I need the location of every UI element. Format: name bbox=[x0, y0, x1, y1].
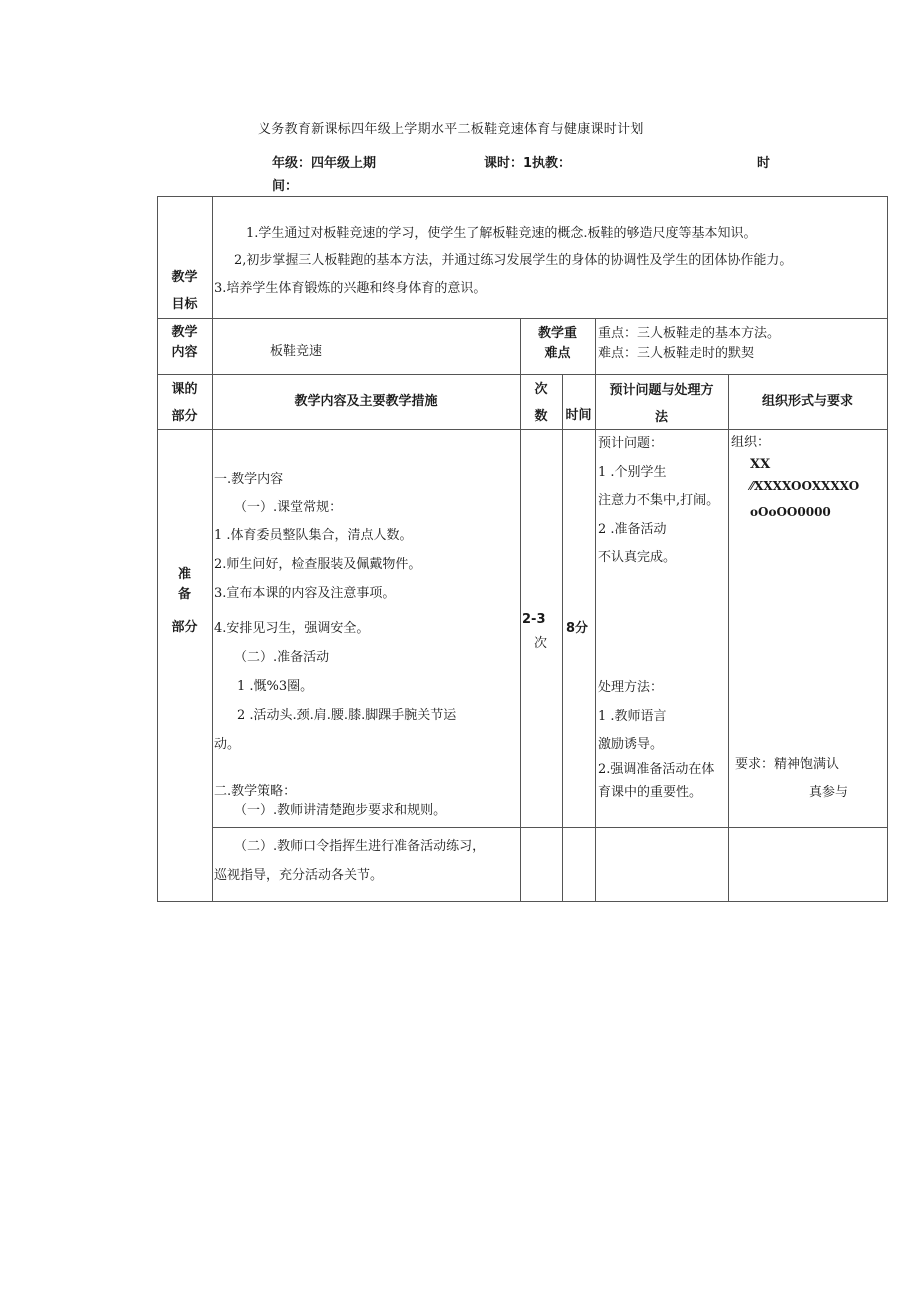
prep-line: （二）.准备活动 bbox=[234, 650, 330, 665]
prep-part: 部分 bbox=[171, 620, 198, 635]
continued-line: 巡视指导，充分活动各关节。 bbox=[214, 868, 384, 883]
prep-line: 二.教学策略： bbox=[214, 784, 297, 799]
prep-line: 动。 bbox=[214, 737, 241, 752]
header-measures: 教学内容及主要教学措施 bbox=[294, 394, 438, 409]
header-part: 课的 bbox=[171, 382, 198, 397]
problem-line: 不认真完成。 bbox=[598, 550, 677, 565]
header-duration: 时间 bbox=[565, 408, 592, 423]
org-line: XX bbox=[750, 457, 771, 472]
problem-line: 2.强调准备活动在体 bbox=[598, 762, 715, 777]
problem-line: 1 .教师语言 bbox=[598, 709, 667, 724]
header-problems: 预计问题与处理方 bbox=[609, 383, 714, 398]
org-requirement: 要求：精神饱满认 bbox=[735, 757, 840, 772]
period-label: 课时：1执教： bbox=[484, 156, 572, 171]
problem-line: 育课中的重要性。 bbox=[598, 785, 703, 800]
objectives-label: 教学 bbox=[171, 270, 198, 285]
header-times: 次 bbox=[534, 382, 548, 397]
time-label: 时 bbox=[757, 156, 771, 171]
key-point: 重点：三人板鞋走的基本方法。 bbox=[598, 326, 781, 341]
header-problems-cont: 法 bbox=[654, 410, 668, 425]
prep-duration: 8分 bbox=[566, 621, 589, 636]
prep-line: 一.教学内容 bbox=[214, 472, 284, 487]
problem-line: 激励诱导。 bbox=[598, 737, 664, 752]
problem-line: 1 .个别学生 bbox=[598, 465, 667, 480]
grade-label: 年级：四年级上期 bbox=[272, 156, 377, 171]
objective-item: 3.培养学生体育锻炼的兴趣和终身体育的意识。 bbox=[214, 281, 487, 296]
time-label-cont: 间： bbox=[272, 179, 299, 194]
page-title: 义务教育新课标四年级上学期水平二板鞋竞速体育与健康课时计划 bbox=[258, 122, 644, 137]
prep-part: 备 bbox=[177, 587, 191, 602]
key-points-label: 教学重 bbox=[537, 326, 577, 341]
objectives-label-cont: 目标 bbox=[171, 297, 198, 312]
prep-line: （一）.教师讲清楚跑步要求和规则。 bbox=[234, 803, 447, 818]
org-formation: ⁄⁄XXXXOOXXXXO bbox=[750, 479, 860, 493]
difficulty: 难点：三人板鞋走时的默契 bbox=[598, 346, 755, 361]
content-label-cont: 内容 bbox=[171, 345, 198, 360]
prep-times: 2-3 bbox=[522, 612, 546, 627]
prep-line: 4.安排见习生，强调安全。 bbox=[214, 621, 370, 636]
org-formation: oOoOO0000 bbox=[750, 505, 831, 519]
header-times-cont: 数 bbox=[534, 409, 548, 424]
header-part-cont: 部分 bbox=[171, 409, 198, 424]
prep-line: （一）.课堂常规： bbox=[234, 500, 343, 515]
prep-part: 准 bbox=[177, 567, 191, 582]
prep-line: 2 .活动头.颈.肩.腰.膝.脚踝手腕关节运 bbox=[237, 708, 457, 723]
key-points-label-cont: 难点 bbox=[544, 346, 571, 361]
prep-times-unit: 次 bbox=[534, 636, 548, 651]
problem-line: 预计问题： bbox=[598, 436, 664, 451]
prep-line: 2.师生问好，检查服装及佩戴物件。 bbox=[214, 557, 422, 572]
problem-line: 2 .准备活动 bbox=[598, 522, 667, 537]
objective-item: 1.学生通过对板鞋竞速的学习，使学生了解板鞋竞速的概念.板鞋的够造尺度等基本知识。 bbox=[246, 226, 757, 241]
objective-item: 2,初步掌握三人板鞋跑的基本方法，并通过练习发展学生的身体的协调性及学生的团体协作能力。 bbox=[234, 253, 793, 268]
prep-line: 1 .慨%3圈。 bbox=[237, 679, 314, 694]
problem-line: 处理方法： bbox=[598, 680, 664, 695]
prep-line: 1 .体育委员整队集合，清点人数。 bbox=[214, 528, 413, 543]
prep-line: 3.宣布本课的内容及注意事项。 bbox=[214, 586, 396, 601]
header-org: 组织形式与要求 bbox=[761, 394, 853, 409]
content-label: 教学 bbox=[171, 325, 198, 340]
org-requirement-cont: 真参与 bbox=[809, 785, 849, 800]
content-value: 板鞋竞速 bbox=[270, 344, 323, 359]
problem-line: 注意力不集中,打闹。 bbox=[598, 493, 720, 508]
continued-line: （二）.教师口令指挥生进行准备活动练习， bbox=[234, 839, 486, 854]
org-line: 组织： bbox=[731, 435, 771, 450]
